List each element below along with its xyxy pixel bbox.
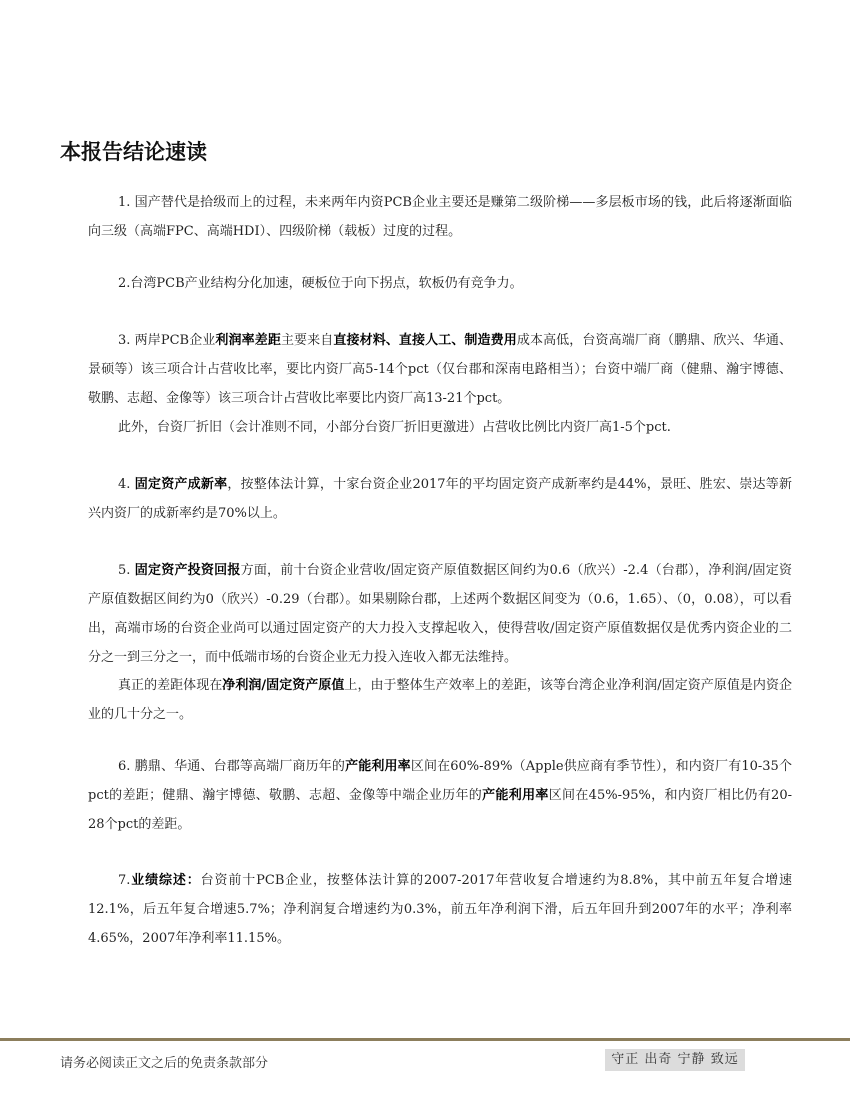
footer-slogan: 守正 出奇 宁静 致远 [605,1049,745,1071]
item-6-text: 6. 鹏鼎、华通、台郡等高端厂商历年的 [118,759,346,774]
item-3-emphasis: 直接材料、直接人工、制造费用 [333,333,517,348]
conclusion-item-6 [88,752,792,839]
conclusion-item-5 [88,556,792,672]
item-4-emphasis: 固定资产成新率 [134,477,228,492]
item-5-note-text: 上，由于整体生产效率上的差距，该等台湾企业净利润/固定资产原值是内资企业的几十分之一。 [88,678,792,722]
item-5-emphasis: 固定资产投资回报 [134,563,241,578]
item-6-text: 区间在45%-95%，和内资厂相比仍有20-28个pct的差距。 [88,788,792,832]
page-title: 本报告结论速读 [60,140,207,164]
item-7-text: 7. [118,873,131,888]
item-4-text: 4. [118,477,135,492]
item-5-note-emphasis: 净利润/固定资产原值 [222,678,345,693]
conclusion-item-4 [88,470,792,528]
footer-disclaimer: 请务必阅读正文之后的免责条款部分 [60,1056,269,1071]
footer-divider [0,1038,850,1041]
item-4-text: ，按整体法计算，十家台资企业2017年的平均固定资产成新率约是44%，景旺、胜宏、崇达等新兴内资厂的成新率约是70%以上。 [88,477,792,521]
item-6-emphasis: 产能利用率 [345,759,411,774]
item-5-text: 方面，前十台资企业营收/固定资产原值数据区间约为0.6（欣兴）-2.4（台郡），净利润/固定资产原值数据区间约为0（欣兴）-0.29（台郡）。如果剔除台郡，上述两个数据区间变为（0.6，1.65）、（0，0.08），可以看出，高端市场的台资企业尚可以通过固定资产的大力投入支撑起收入，使得营收/固定资产原值数据仅是优秀内资企业的二分之一到三分之一，而中低端市场的台资企业无力投入连收入都无法维持。 [88,563,792,665]
item-6-text: 区间在60%-89%（Apple供应商有季节性），和内资厂有10-35个pct的差距；健鼎、瀚宇博德、敬鹏、志超、金像等中端企业历年的 [88,759,792,803]
conclusion-item-7 [88,866,792,953]
item-5-text: 5. [118,563,135,578]
conclusion-item-1: 1. 国产替代是拾级而上的过程，未来两年内资PCB企业主要还是赚第二级阶梯——多层板市场的钱，此后将逐渐面临向三级（高端FPC、高端HDI）、四级阶梯（载板）过度的过程。 [88,195,792,239]
item-3-text: 主要来自 [280,333,334,348]
conclusion-item-2: 2.台湾PCB产业结构分化加速，硬板位于向下拐点，软板仍有竞争力。 [118,276,523,291]
item-3-text: 成本高低，台资高端厂商（鹏鼎、欣兴、华通、景硕等）该三项合计占营收比率，要比内资厂高5-14个pct（仅台郡和深南电路相当）；台资中端厂商（健鼎、瀚宇博德、敬鹏、志超、金像等）该三项合计占营收比率要比内资厂高13-21个pct。 [88,333,792,406]
conclusion-item-5-note [88,671,792,729]
item-3-text: 3. 两岸PCB企业 [118,333,216,348]
conclusion-item-3 [88,326,792,413]
item-6-emphasis: 产能利用率 [482,788,549,803]
item-5-note-text: 真正的差距体现在 [118,678,223,693]
item-7-text: 台资前十PCB企业，按整体法计算的2007-2017年营收复合增速约为8.8%，其中前五年复合增速12.1%，后五年复合增速5.7%；净利润复合增速约为0.3%，前五年净利润下滑，后五年回升到2007年的水平；净利率4.65%，2007年净利率11.15%。 [88,873,792,946]
item-3-emphasis: 利润率差距 [215,333,281,348]
conclusion-item-3-note: 此外，台资厂折旧（会计准则不同，小部分台资厂折旧更激进）占营收比例比内资厂高1-5个pct. [118,420,671,435]
item-7-emphasis: 业绩综述： [130,873,201,888]
